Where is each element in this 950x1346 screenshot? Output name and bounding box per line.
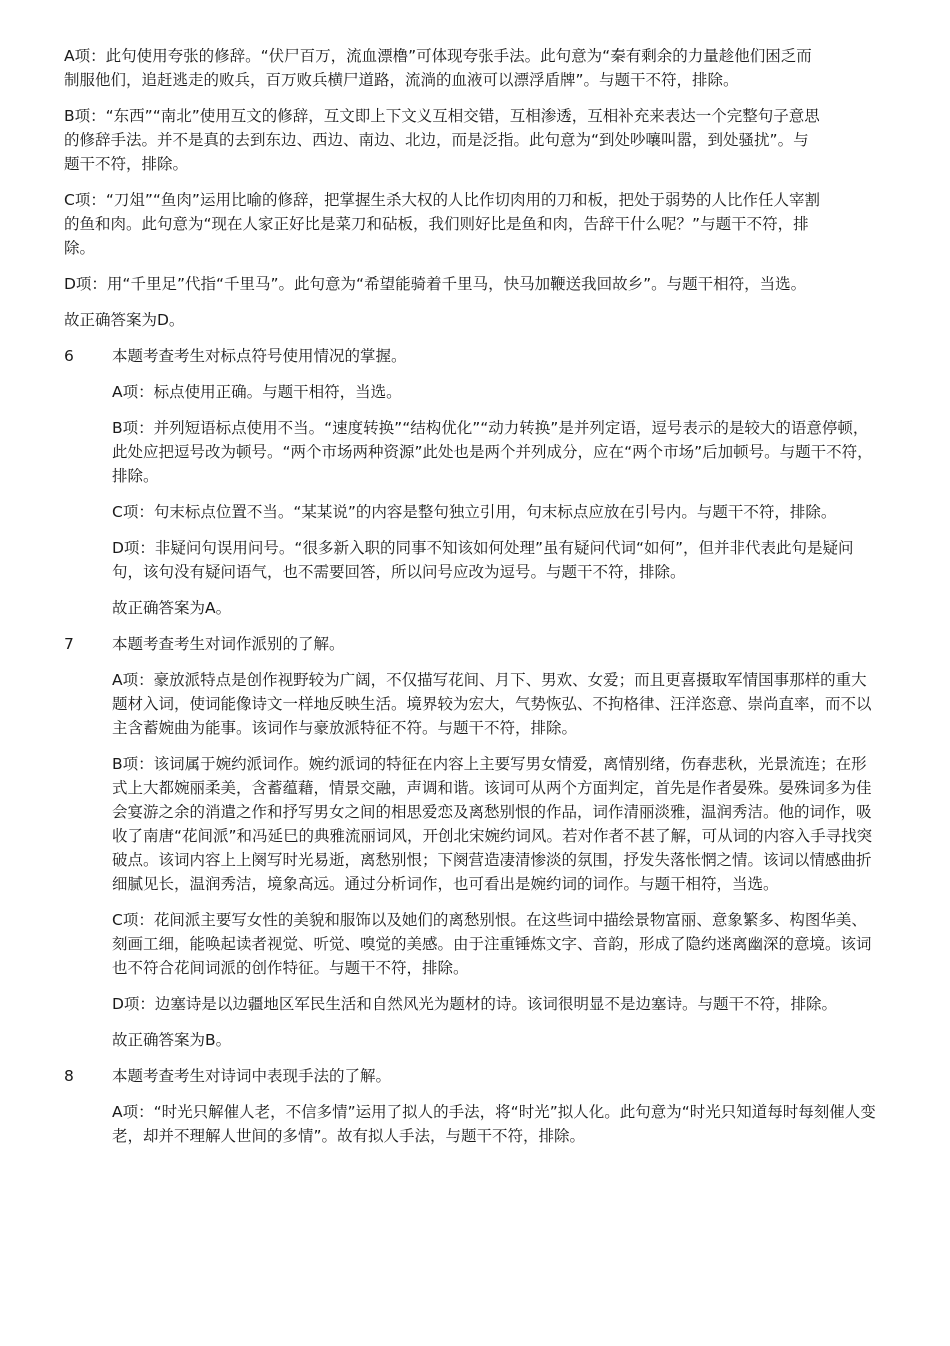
question-body <box>112 632 880 1052</box>
question-8 <box>64 1064 880 1148</box>
question-number: 7 <box>64 635 74 653</box>
question-6 <box>64 344 880 620</box>
question-number: 6 <box>64 347 74 365</box>
option-b-explanation: B项：“东西”“南北”使用互文的修辞，互文即上下文义互相交错，互相渗透，互相补充来表达一个完整句子意思的修辞手法。并不是真的去到东边、西边、南边、北边，而是泛指。此句意为“到处吵嚷叫嚣，到处骚扰”。与题干不符，排除。 <box>64 107 820 173</box>
answer-line: 故正确答案为D。 <box>64 311 185 329</box>
question-stem: 本题考查考生对诗词中表现手法的了解。 <box>112 1067 392 1085</box>
option-b-explanation: B项：该词属于婉约派词作。婉约派词的特征在内容上主要写男女情爱，离情别绪，伤春悲秋，光景流连；在形式上大都婉丽柔美，含蓄蕴藉，情景交融，声调和谐。该词可从两个方面判定，首先是作者晏殊。晏殊词多为佳会宴游之余的消遣之作和抒写男女之间的相思爱恋及离愁别恨的作品，词作清丽淡雅，温润秀洁。他的词作，吸收了南唐“花间派”和冯延巳的典雅流丽词风，开创北宋婉约词风。若对作者不甚了解，可从词的内容入手寻找突破点。该词内容上上阕写时光易逝，离愁别恨；下阕营造凄清惨淡的氛围，抒发失落怅惘之情。该词以情感曲折细腻见长，温润秀洁，境象高远。通过分析词作，也可看出是婉约词的词作。与题干相符，当选。 <box>112 755 873 893</box>
option-a-explanation: A项：“时光只解催人老，不信多情”运用了拟人的手法，将“时光”拟人化。此句意为“时光只知道每时每刻催人变老，却并不理解人世间的多情”。故有拟人手法，与题干不符，排除。 <box>112 1103 876 1145</box>
option-d-explanation: D项：用“千里足”代指“千里马”。此句意为“希望能骑着千里马，快马加鞭送我回故乡”。与题干相符，当选。 <box>64 275 807 293</box>
previous-question-explanation <box>64 44 824 332</box>
question-stem: 本题考查考生对词作派别的了解。 <box>112 635 345 653</box>
question-stem: 本题考查考生对标点符号使用情况的掌握。 <box>112 347 407 365</box>
option-c-explanation: C项：“刀俎”“鱼肉”运用比喻的修辞，把掌握生杀大权的人比作切肉用的刀和板，把处于弱势的人比作任人宰割的鱼和肉。此句意为“现在人家正好比是菜刀和砧板，我们则好比是鱼和肉，告辞干什么呢？”与题干不符，排除。 <box>64 191 820 257</box>
option-a-explanation: A项：标点使用正确。与题干相符，当选。 <box>112 383 402 401</box>
question-7 <box>64 632 880 1052</box>
answer-line: 故正确答案为A。 <box>112 599 232 617</box>
option-b-explanation: B项：并列短语标点使用不当。“速度转换”“结构优化”“动力转换”是并列定语，逗号表示的是较大的语意停顿，此处应把逗号改为顿号。“两个市场两种资源”此处也是两个并列成分，应在“两个市场”后加顿号。与题干不符，排除。 <box>112 419 873 485</box>
answer-line: 故正确答案为B。 <box>112 1031 232 1049</box>
question-body <box>112 344 880 620</box>
question-body <box>112 1064 880 1148</box>
option-a-explanation: A项：豪放派特点是创作视野较为广阔，不仅描写花间、月下、男欢、女爱；而且更喜摄取军情国事那样的重大题材入词，使词能像诗文一样地反映生活。境界较为宏大，气势恢弘、不拘格律、汪洋恣意、崇尚直率，而不以主含蓄婉曲为能事。该词作与豪放派特征不符。与题干不符，排除。 <box>112 671 872 737</box>
option-c-explanation: C项：句末标点位置不当。“某某说”的内容是整句独立引用，句末标点应放在引号内。与题干不符，排除。 <box>112 503 837 521</box>
option-d-explanation: D项：边塞诗是以边疆地区军民生活和自然风光为题材的诗。该词很明显不是边塞诗。与题干不符，排除。 <box>112 995 837 1013</box>
option-c-explanation: C项：花间派主要写女性的美貌和服饰以及她们的离愁别恨。在这些词中描绘景物富丽、意象繁多、构图华美、刻画工细，能唤起读者视觉、听觉、嗅觉的美感。由于注重锤炼文字、音韵，形成了隐约迷离幽深的意境。该词也不符合花间词派的创作特征。与题干不符，排除。 <box>112 911 872 977</box>
option-a-explanation: A项：此句使用夸张的修辞。“伏尸百万，流血漂橹”可体现夸张手法。此句意为“秦有剩余的力量趁他们困乏而制服他们，追赶逃走的败兵，百万败兵横尸道路，流淌的血液可以漂浮盾牌”。与题干不符，排除。 <box>64 47 812 89</box>
question-number: 8 <box>64 1067 74 1085</box>
option-d-explanation: D项：非疑问句误用问号。“很多新入职的同事不知该如何处理”虽有疑问代词“如何”，但并非代表此句是疑问句，该句没有疑问语气，也不需要回答，所以问号应改为逗号。与题干不符，排除。 <box>112 539 854 581</box>
